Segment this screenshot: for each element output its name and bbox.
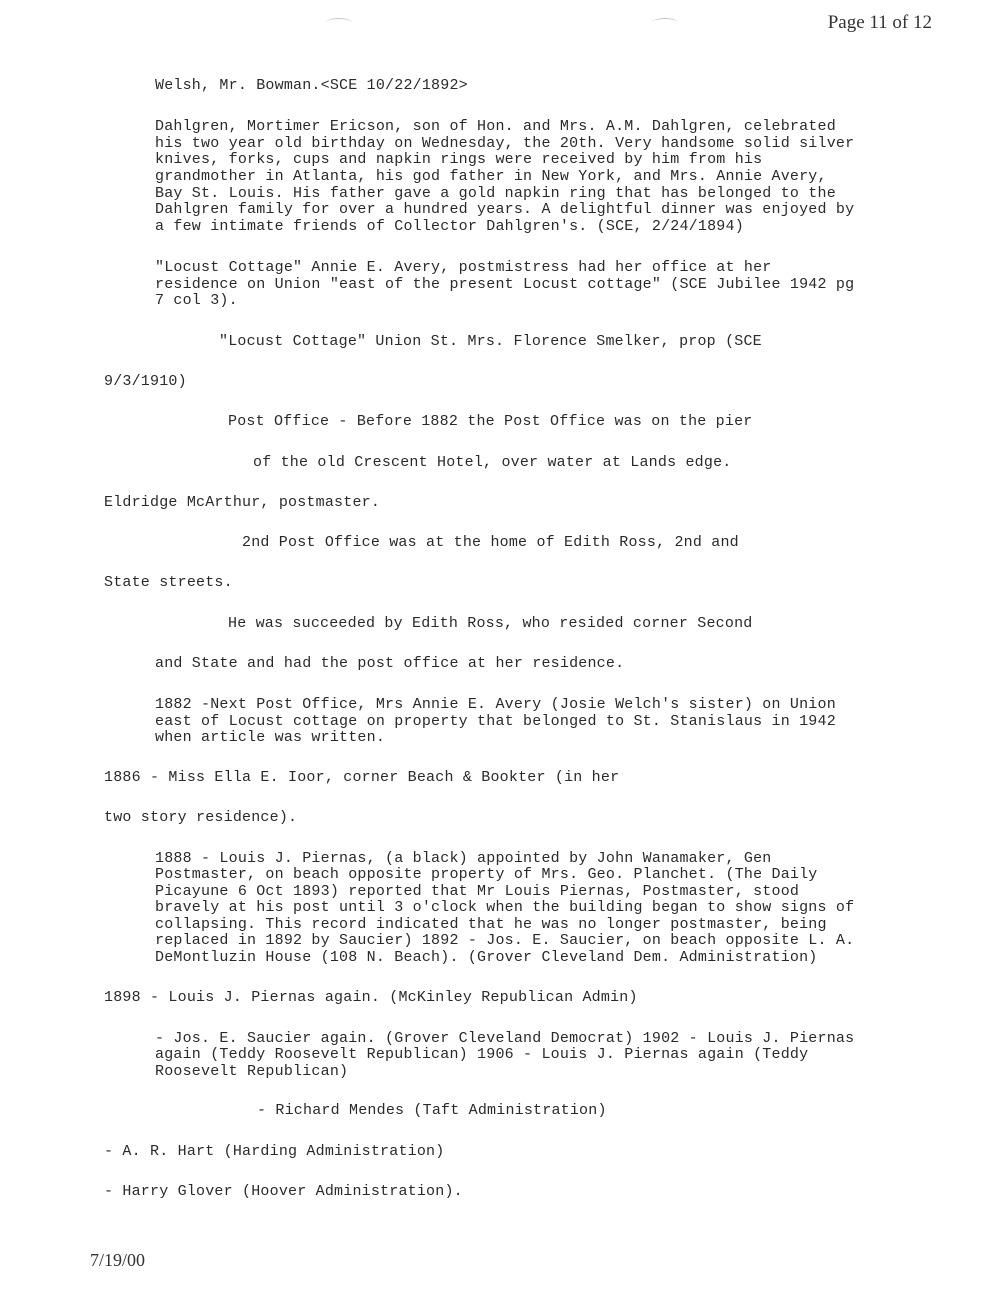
text-line: 1888 - Louis J. Piernas, (a black) appointed by John Wanamaker, Gen: [155, 850, 772, 867]
text-line: again (Teddy Roosevelt Republican) 1906 - Louis J. Piernas again (Teddy: [155, 1046, 809, 1063]
scan-artifact: [652, 18, 678, 27]
text-line: He was succeeded by Edith Ross, who resided corner Second: [228, 615, 753, 632]
text-line: State streets.: [104, 574, 233, 591]
text-line: a few intimate friends of Collector Dahlgren's. (SCE, 2/24/1894): [155, 218, 744, 235]
text-line: residence on Union "east of the present Locust cottage" (SCE Jubilee 1942 pg: [155, 276, 855, 293]
text-line: of the old Crescent Hotel, over water at Lands edge.: [253, 454, 732, 471]
text-line: bravely at his post until 3 o'clock when the building began to show signs of: [155, 899, 855, 916]
text-line: collapsing. This record indicated that he was no longer postmaster, being: [155, 916, 827, 933]
text-line: - Jos. E. Saucier again. (Grover Cleveland Democrat) 1902 - Louis J. Piernas: [155, 1030, 855, 1047]
text-line: Welsh, Mr. Bowman.<SCE 10/22/1892>: [155, 77, 468, 94]
text-line: east of Locust cottage on property that belonged to St. Stanislaus in 1942: [155, 713, 836, 730]
text-line: 9/3/1910): [104, 373, 187, 390]
text-line: 7 col 3).: [155, 292, 238, 309]
text-line: - A. R. Hart (Harding Administration): [104, 1143, 445, 1160]
text-line: when article was written.: [155, 729, 386, 746]
page-number: Page 11 of 12: [827, 12, 932, 33]
text-line: Picayune 6 Oct 1893) reported that Mr Louis Piernas, Postmaster, stood: [155, 883, 800, 900]
text-line: "Locust Cottage" Annie E. Avery, postmistress had her office at her: [155, 259, 772, 276]
text-line: - Harry Glover (Hoover Administration).: [104, 1183, 463, 1200]
scan-artifact: [326, 18, 352, 27]
text-line: two story residence).: [104, 809, 298, 826]
text-line: and State and had the post office at her residence.: [155, 655, 625, 672]
text-line: grandmother in Atlanta, his god father in New York, and Mrs. Annie Avery,: [155, 168, 827, 185]
text-line: 1882 -Next Post Office, Mrs Annie E. Avery (Josie Welch's sister) on Union: [155, 696, 836, 713]
text-line: Post Office - Before 1882 the Post Office was on the pier: [228, 413, 753, 430]
text-line: replaced in 1892 by Saucier) 1892 - Jos. E. Saucier, on beach opposite L. A.: [155, 932, 855, 949]
text-line: DeMontluzin House (108 N. Beach). (Grover Cleveland Dem. Administration): [155, 949, 818, 966]
text-line: "Locust Cottage" Union St. Mrs. Florence Smelker, prop (SCE: [219, 333, 762, 350]
text-line: - Richard Mendes (Taft Administration): [257, 1102, 607, 1119]
text-line: 1886 - Miss Ella E. Ioor, corner Beach & Bookter (in her: [104, 769, 620, 786]
footer-date: 7/19/00: [90, 1250, 146, 1270]
text-line: 2nd Post Office was at the home of Edith Ross, 2nd and: [242, 534, 739, 551]
text-line: Eldridge McArthur, postmaster.: [104, 494, 381, 511]
text-line: Postmaster, on beach opposite property of Mrs. Geo. Planchet. (The Daily: [155, 866, 818, 883]
text-line: knives, forks, cups and napkin rings were received by him from his: [155, 151, 763, 168]
text-line: Roosevelt Republican): [155, 1063, 349, 1080]
text-line: his two year old birthday on Wednesday, the 20th. Very handsome solid silver: [155, 135, 855, 152]
text-line: Dahlgren, Mortimer Ericson, son of Hon. and Mrs. A.M. Dahlgren, celebrated: [155, 118, 836, 135]
text-line: Bay St. Louis. His father gave a gold napkin ring that has belonged to the: [155, 185, 836, 202]
text-line: 1898 - Louis J. Piernas again. (McKinley Republican Admin): [104, 989, 638, 1006]
text-line: Dahlgren family for over a hundred years. A delightful dinner was enjoyed by: [155, 201, 855, 218]
